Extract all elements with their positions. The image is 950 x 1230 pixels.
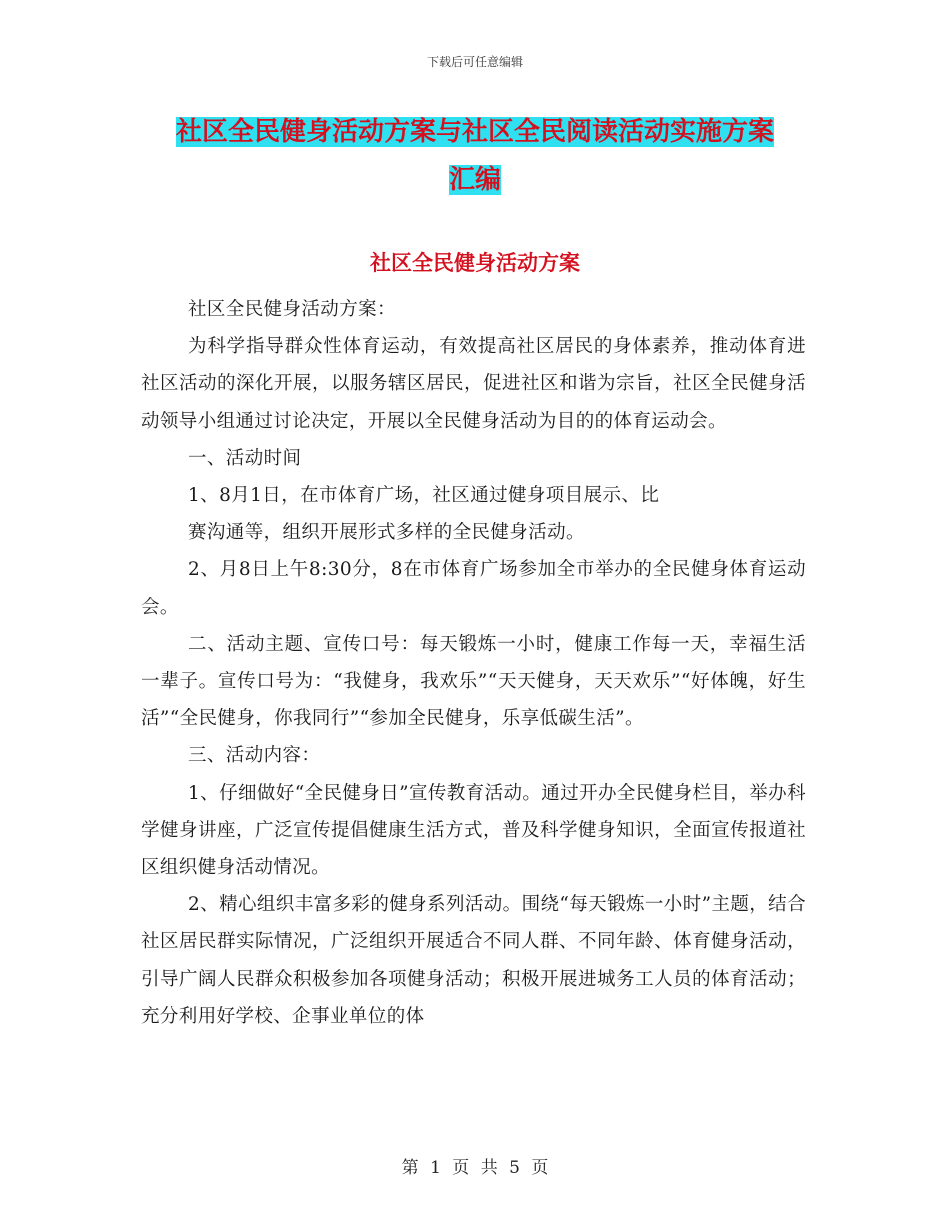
- paragraph-time-item-1-cont: 赛沟通等，组织开展形式多样的全民健身活动。: [188, 522, 585, 544]
- paragraph-time-item-1: 1、8月1日，在市体育广场，社区通过健身项目展示、比: [188, 485, 660, 507]
- document-title: [120, 108, 830, 204]
- heading-activity-content: 三、活动内容：: [188, 745, 321, 767]
- paragraph-intro-label: 社区全民健身活动方案：: [188, 299, 396, 320]
- document-body: [141, 291, 806, 1035]
- paragraph-content-item-2: 2、精心组织丰富多彩的健身系列活动。围绕“每天锻炼一小时”主题，结合社区居民群实际情况，广泛组织开展适合不同人群、不同年龄、体育健身活动，引导广阔人民群众积极参加各项健身活动；积极开展进城务工人员的体育活动；充分利用好学校、企事业单位的体: [141, 894, 806, 1027]
- paragraph-time-item-2: 2、月8日上午8:30分，8在市体育广场参加全市举办的全民健身体育运动会。: [141, 559, 806, 618]
- paragraph-purpose: 为科学指导群众性体育运动，有效提高社区居民的身体素养，推动体育进社区活动的深化开展，以服务辖区居民，促进社区和谐为宗旨，社区全民健身活动领导小组通过讨论决定，开展以全民健身活动为目的的体育运动会。: [141, 336, 806, 432]
- document-title-line-2: 汇编: [448, 165, 501, 195]
- heading-activity-time: 一、活动时间: [188, 447, 302, 469]
- paragraph-content-item-1: 1、仔细做好“全民健身日”宣传教育活动。通过开办全民健身栏目，举办科学健身讲座，广泛宣传提倡健康生活方式，普及科学健身知识，全面宣传报道社区组织健身活动情况。: [141, 782, 806, 879]
- document-title-line-1: 社区全民健身活动方案与社区全民阅读活动实施方案: [175, 117, 774, 147]
- page-number-footer: 第 1 页 共 5 页: [401, 1158, 549, 1178]
- paragraph-theme-slogan: 二、活动主题、宣传口号：每天锻炼一小时，健康工作每一天，幸福生活一辈子。宣传口号为：“我健身，我欢乐”“天天健身，天天欢乐”“好体魄，好生活”“全民健身，你我同行”“参加全民健身，乐享低碳生活”。: [141, 633, 806, 730]
- section-title: 社区全民健身活动方案: [370, 251, 580, 275]
- page-header-note: 下载后可任意编辑: [426, 55, 523, 69]
